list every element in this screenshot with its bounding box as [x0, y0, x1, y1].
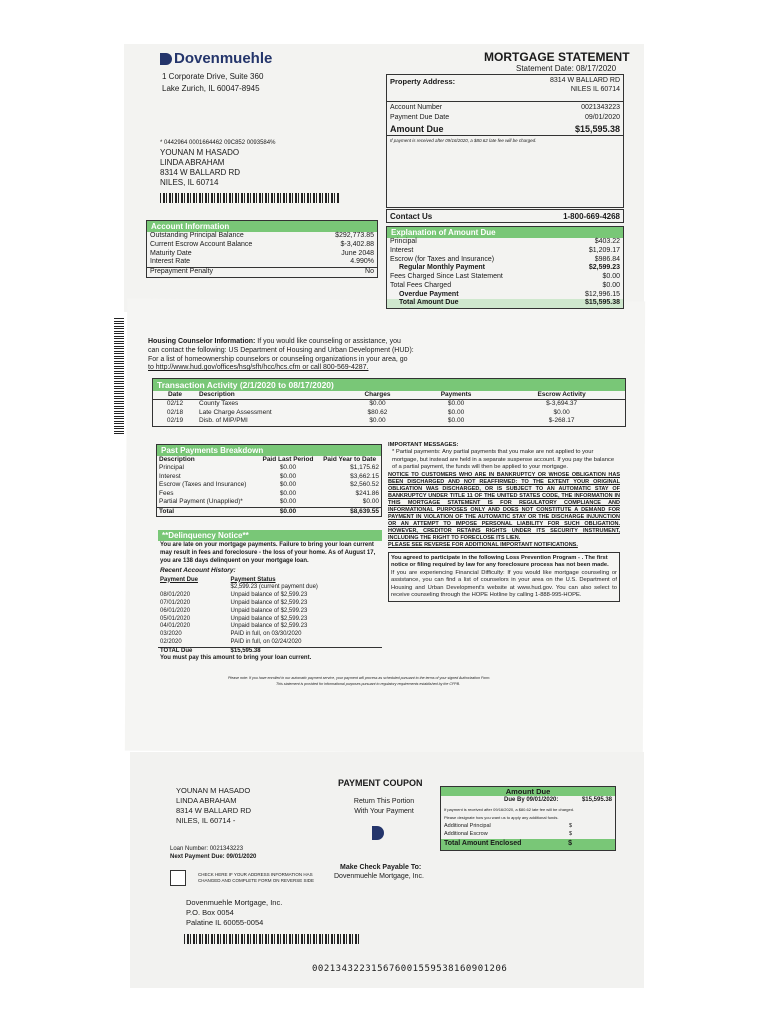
- table-row: $2,599.23 (current payment due): [230, 584, 318, 591]
- loan-number: Loan Number: 0021343223: [170, 846, 244, 852]
- table-row: 04/01/2020 Unpaid balance of $2,599.23: [160, 623, 308, 630]
- pp-th-desc: Description: [159, 456, 195, 463]
- table-row: 08/01/2020 Unpaid balance of $2,599.23: [160, 592, 308, 599]
- table-row: 05/01/2020 Unpaid balance of $2,599.23: [160, 615, 308, 622]
- due-by-amount: $15,595.38: [581, 797, 612, 803]
- transaction-table: [153, 391, 625, 426]
- ex-label: Interest: [390, 246, 414, 254]
- contact-phone: 1-800-669-4268: [563, 212, 620, 221]
- company-address-line1: 1 Corporate Drive, Suite 360: [162, 72, 264, 81]
- transaction-activity-box: [152, 378, 626, 427]
- ai-value: $292,773.85: [335, 232, 374, 239]
- ex-label: Regular Monthly Payment: [399, 264, 485, 272]
- ai-label: Interest Rate: [150, 258, 191, 266]
- table-row: Interest $0.00 $3,662.15: [159, 472, 379, 480]
- remit-barcode: [184, 934, 360, 944]
- postal-barcode: [160, 193, 340, 203]
- account-info-box: [146, 220, 378, 278]
- ex-value: $15,595.38: [584, 299, 620, 307]
- coupon-city: NILES, IL 60714 -: [176, 816, 236, 825]
- ai-value: June 2048: [341, 249, 374, 257]
- amount-due-value: $15,595.38: [574, 123, 620, 134]
- counselor-bold: Housing Counselor Information:: [148, 338, 256, 345]
- loss-prevention-text: You agreed to participate in the following Loss Prevention Program - . The first notice or filing required by law for any foreclosure process has not been made.: [391, 554, 609, 569]
- th-description: Description: [199, 391, 235, 398]
- loss-prevention-box: [388, 552, 620, 602]
- return-line2: With Your Payment: [354, 808, 414, 815]
- side-barcode: [114, 318, 124, 436]
- coupon-amount-box: [440, 786, 616, 851]
- fine-print-2: This statement is provided for informational purposes pursuant to regulatory requirements established by the CFPB.: [276, 682, 460, 686]
- company-logo: Dovenmuehle: [160, 50, 272, 67]
- logo-icon: [160, 53, 172, 65]
- due-date-value: 09/01/2020: [584, 113, 620, 121]
- ex-value: $1,209.17: [588, 246, 620, 254]
- coupon-late-note: If payment is received after 09/16/2020, a $80.62 late fee will be charged.: [444, 806, 575, 812]
- due-date-label: Payment Due Date: [390, 113, 450, 121]
- ai-label: Prepayment Penalty: [150, 268, 214, 275]
- explanation-box: [386, 226, 624, 309]
- hist-th-status: Payment Status: [230, 576, 276, 583]
- remit-line3: Palatine IL 60055-0054: [186, 918, 264, 927]
- transaction-title: Transaction Activity (2/1/2020 to 08/17/2020): [153, 379, 625, 391]
- coupon-street: 8314 W BALLARD RD: [176, 806, 252, 815]
- check-text-1: CHECK HERE IF YOUR ADDRESS INFORMATION HAS: [198, 872, 313, 877]
- history-table: [158, 577, 382, 656]
- payable-to-name: Dovenmuehle Mortgage, Inc.: [334, 873, 424, 880]
- delinquency-text: You are late on your mortgage payments. Failure to bring your loan current may result in fees and foreclosure - the loss of your home. As of August 17, you are 138 days delinquent on your mortgage loan.: [160, 542, 376, 564]
- next-payment-due: Next Payment Due: 09/01/2020: [170, 854, 257, 860]
- designate-note: Please designate how you want us to apply any additional funds.: [444, 814, 559, 820]
- th-date: Date: [167, 391, 183, 398]
- table-row: 06/01/2020 Unpaid balance of $2,599.23: [160, 607, 308, 614]
- fine-print-1: Please note: If you have enrolled in our automatic payment service, your payment will process as scheduled pursuant to the terms of your signed Authorization Form.: [228, 676, 491, 680]
- amount-due-label: Amount Due: [390, 123, 444, 134]
- th-escrow: Escrow Activity: [537, 391, 586, 398]
- ai-label: Maturity Date: [150, 249, 192, 257]
- ocr-scan-line: 002134322315676001559538160901206: [312, 964, 508, 974]
- coupon-title: PAYMENT COUPON: [338, 778, 423, 788]
- hist-th-due: Payment Due: [160, 576, 199, 583]
- coupon-name2: LINDA ABRAHAM: [176, 796, 237, 805]
- financial-difficulty-text: If you are experiencing Financial Difficulty: If you would like mortgage counseling or assistance, you can find a list of counselors in your area on the U.S. Department of Housing and Urban Development's website at www.hud.gov. You can also select to receive counseling through the HOPE Hotline by calling 1-888-995-HOPE.: [391, 569, 617, 598]
- remit-line2: P.O. Box 0054: [186, 908, 234, 917]
- housing-counselor-info: [148, 338, 414, 373]
- amount-due-title: Amount Due: [441, 787, 615, 796]
- mailing-code: * 0442964 0001664462 09C852 0093584%: [160, 140, 276, 146]
- table-row: 02/2020 PAID in full, on 02/24/2020: [160, 638, 302, 645]
- ex-value: $403.22: [594, 238, 620, 245]
- ex-value: $12,996.15: [584, 290, 620, 298]
- due-by-label: Due By 09/01/2020:: [504, 797, 559, 803]
- property-label: Property Address:: [390, 77, 456, 86]
- account-info-title: Account Information: [147, 221, 377, 232]
- return-line1: Return This Portion: [353, 798, 415, 805]
- delinquency-notice: [158, 530, 382, 663]
- ai-value: No: [365, 268, 374, 275]
- history-title: Recent Account History:: [160, 567, 236, 575]
- account-number-label: Account Number: [390, 104, 443, 112]
- remit-line1: Dovenmuehle Mortgage, Inc.: [186, 898, 283, 907]
- address-change-checkbox[interactable]: [170, 870, 186, 886]
- ex-label: Overdue Payment: [399, 290, 459, 298]
- statement-date: Statement Date: 08/17/2020: [516, 64, 617, 73]
- additional-principal-label: Additional Principal: [444, 822, 491, 829]
- counselor-text2: can contact the following: US Department of Housing and Urban Development (HUD):: [148, 346, 414, 354]
- ex-label: Principal: [390, 238, 417, 245]
- ai-label: Outstanding Principal Balance: [150, 232, 244, 239]
- past-payments-box: [156, 444, 382, 517]
- important-messages: [388, 442, 620, 602]
- table-row: 03/2020 PAID in full, on 03/30/2020: [160, 631, 302, 638]
- total-enclosed-input[interactable]: $: [568, 840, 572, 848]
- counselor-link[interactable]: to http://www.hud.gov/offices/hsg/sfh/hcc/hcs.cfm or call 800-569-4287.: [148, 364, 369, 372]
- mailing-city: NILES, IL 60714: [160, 178, 219, 187]
- table-row: Partial Payment (Unapplied)* $0.00 $0.00: [159, 498, 379, 506]
- partial-payments-text: * Partial payments: Any partial payments that you make are not applied to your mortgage, but instead are held in a separate suspense account. If you pay the balance of a partial payment, the funds will then be applied to your mortgage.: [392, 449, 615, 471]
- pp-th-ytd: Paid Year to Date: [323, 456, 377, 463]
- past-payments-table: [157, 456, 381, 516]
- ex-value: $2,599.23: [588, 264, 620, 272]
- must-pay-text: You must pay this amount to bring your loan current.: [160, 655, 312, 662]
- ex-value: $0.00: [602, 281, 620, 289]
- check-text-2: CHANGED AND COMPLETE FORM ON REVERSE SIDE: [198, 878, 315, 883]
- ai-value: $-3,402.88: [340, 240, 374, 248]
- table-row: Fees $0.00 $241.86: [159, 489, 379, 497]
- ex-value: $0.00: [602, 273, 620, 280]
- late-fee-note: If payment is received after 09/16/2020, a $80.62 late fee will be charged.: [390, 137, 537, 143]
- additional-escrow-label: Additional Escrow: [444, 831, 488, 838]
- mailing-name2: LINDA ABRAHAM: [160, 158, 225, 167]
- ex-value: $986.84: [594, 255, 620, 263]
- past-payments-title: Past Payments Breakdown: [157, 445, 381, 456]
- ex-label: Escrow (for Taxes and Insurance): [390, 255, 495, 263]
- table-row: 07/01/2020 Unpaid balance of $2,599.23: [160, 599, 308, 606]
- mailing-name1: YOUNAN M HASADO: [160, 148, 240, 157]
- ex-label: Total Fees Charged: [390, 281, 452, 289]
- ex-label: Total Amount Due: [399, 299, 459, 307]
- th-charges: Charges: [364, 391, 391, 398]
- table-row: Principal $0.00 $1,175.62: [159, 464, 379, 472]
- table-row: 02/18 Late Charge Assessment $80.62 $0.00 $0.00: [166, 408, 570, 416]
- counselor-text3: For a list of homeownership counselors or counseling organizations in your area, go: [148, 355, 408, 363]
- table-row: Escrow (Taxes and Insurance) $0.00 $2,560.52: [159, 481, 379, 489]
- additional-escrow-input[interactable]: $: [568, 831, 572, 838]
- additional-principal-input[interactable]: $: [568, 822, 572, 829]
- important-title: IMPORTANT MESSAGES:: [388, 442, 459, 448]
- ex-label: Fees Charged Since Last Statement: [390, 273, 503, 280]
- coupon-name1: YOUNAN M HASADO: [176, 786, 251, 795]
- ai-label: Current Escrow Account Balance: [150, 240, 253, 248]
- account-number-value: 0021343223: [581, 104, 620, 112]
- explanation-title: Explanation of Amount Due: [387, 227, 623, 238]
- mailing-street: 8314 W BALLARD RD: [160, 168, 241, 177]
- table-row: Total $0.00 $8,639.55: [159, 507, 379, 515]
- total-enclosed-label: Total Amount Enclosed: [444, 840, 522, 848]
- payable-to-label: Make Check Payable To:: [340, 864, 422, 871]
- table-row: 02/12 County Taxes $0.00 $0.00 $-3,694.37: [166, 400, 578, 408]
- see-reverse-text: PLEASE SEE REVERSE FOR ADDITIONAL IMPORTANT NOTIFICATIONS.: [388, 541, 578, 548]
- bankruptcy-notice: NOTICE TO CUSTOMERS WHO ARE IN BANKRUPTCY OR WHOSE OBLIGATION HAS BEEN DISCHARGED AND NOT REAFFIRMED: TO THE EXTENT YOUR ORIGINAL OBLIGATION WAS DISCHARGED, OR IS SUBJECT TO AN AUTOMATIC STAY OF BANKRUPTCY UNDER TITLE 11 OF THE UNITED STATES CODE, THE INFORMATION IN THIS MORTGAGE STATEMENT IS FOR REGULATORY COMPLIANCE AND INFORMATIONAL PURPOSES ONLY AND DOES NOT CONSTITUTE A DEMAND FOR PAYMENT IN VIOLATION OF THE AUTOMATIC STAY OR THE DISCHARGE INJUNCTION OR AN ATTEMPT TO IMPOSE PERSONAL LIABILITY FOR SUCH OBLIGATION. HOWEVER, CREDITOR RETAINS RIGHTS UNDER ITS SECURITY INSTRUMENT, INCLUDING THE RIGHT TO FORECLOSE ITS LIEN.: [388, 471, 620, 541]
- pp-th-last: Paid Last Period: [262, 456, 314, 463]
- delinquency-title: **Delinquency Notice**: [158, 530, 382, 541]
- property-box: [386, 74, 624, 208]
- contact-box: [386, 209, 624, 223]
- th-payments: Payments: [440, 391, 472, 398]
- contact-label: Contact Us: [390, 212, 433, 221]
- table-row: TOTAL Due $15,595.38: [158, 647, 382, 655]
- property-line1: 8314 W BALLARD RD: [549, 77, 620, 84]
- statement-title: MORTGAGE STATEMENT: [484, 50, 630, 64]
- table-row: 02/19 Disb. of MIP/PMI $0.00 $0.00 $-268.17: [166, 417, 575, 425]
- ai-value: 4.990%: [350, 258, 374, 266]
- counselor-text1: If you would like counseling or assistance, you: [255, 338, 401, 345]
- property-line2: NILES IL 60714: [570, 86, 620, 94]
- company-address-line2: Lake Zurich, IL 60047-8945: [162, 84, 260, 93]
